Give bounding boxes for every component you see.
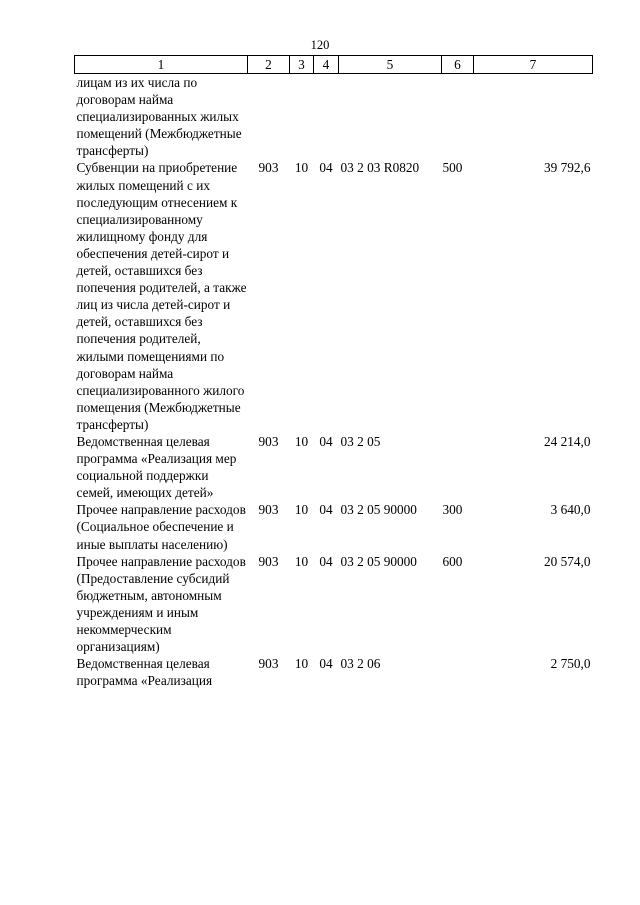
header-col-5: 5 [339, 56, 442, 74]
row-name: Прочее направление расходов (Социальное обеспечение и иные выплаты населению) [76, 502, 246, 552]
header-col-6: 6 [442, 56, 474, 74]
row-amount: 39 792,6 [543, 160, 591, 176]
table-row [75, 501, 593, 552]
row-pr: 04 [319, 160, 333, 176]
row-gr: 903 [258, 553, 279, 569]
table-row [75, 159, 593, 433]
row-rz [290, 74, 314, 160]
row-amount: 2 750,0 [550, 656, 591, 672]
row-pr [314, 74, 339, 160]
row-name: Прочее направление расходов (Предоставление субсидий бюджетным, автономным учреждениям и иным некоммерческим организациям) [76, 553, 246, 655]
header-row [75, 56, 593, 74]
row-vr [442, 433, 474, 501]
page-number: 120 [310, 38, 330, 52]
row-name: Ведомственная целевая программа «Реализация мер социальной поддержки семей, имеющих детей» [76, 433, 237, 501]
row-csr: 03 2 06 [340, 656, 381, 672]
row-csr: 03 2 05 90000 [340, 502, 417, 518]
header-col-3: 3 [290, 56, 314, 74]
table-body [75, 74, 593, 690]
row-vr [442, 655, 474, 689]
row-name: лицам из их числа по договорам найма специализированных жилых помещений (Межбюджетные трансферты) [76, 75, 242, 159]
row-gr: 903 [258, 502, 279, 518]
row-csr: 03 2 05 [340, 433, 381, 449]
row-pr: 04 [319, 433, 333, 449]
row-pr: 04 [319, 656, 333, 672]
row-csr: 03 2 05 90000 [340, 553, 417, 569]
row-name: Субвенции на приобретение жилых помещений с их последующим отнесением к специализированному жилищному фонду для обеспечения детей-сирот и детей, оставшихся без попечения родителей, а также лиц из числа детей-сирот и детей, оставшихся без попечения родителей, жилыми помещениями по договорам найма специализированного жилого помещения (Межбюджетные трансферты) [76, 160, 247, 432]
row-rz: 10 [294, 502, 309, 518]
table-header [75, 56, 593, 74]
header-col-1: 1 [75, 56, 248, 74]
row-vr: 500 [442, 160, 463, 176]
row-rz: 10 [294, 553, 309, 569]
row-gr [248, 74, 290, 160]
row-amount: 20 574,0 [543, 553, 591, 569]
row-pr: 04 [319, 502, 333, 518]
table-row [75, 74, 593, 160]
row-pr: 04 [319, 553, 333, 569]
table-row [75, 655, 593, 689]
row-name: Ведомственная целевая программа «Реализация [76, 656, 213, 689]
row-amount [474, 74, 593, 160]
row-vr: 300 [442, 502, 463, 518]
row-csr [339, 74, 442, 160]
header-col-7: 7 [474, 56, 593, 74]
row-amount: 24 214,0 [543, 433, 591, 449]
row-amount: 3 640,0 [550, 502, 591, 518]
row-gr: 903 [258, 656, 279, 672]
row-rz: 10 [294, 160, 309, 176]
row-csr: 03 2 03 R0820 [340, 160, 420, 176]
row-vr: 600 [442, 553, 463, 569]
row-vr [442, 74, 474, 160]
row-gr: 903 [258, 160, 279, 176]
table-row [75, 433, 593, 501]
row-gr: 903 [258, 433, 279, 449]
row-rz: 10 [294, 433, 309, 449]
header-col-4: 4 [314, 56, 339, 74]
budget-table [74, 55, 593, 689]
table-row [75, 553, 593, 656]
row-rz: 10 [294, 656, 309, 672]
header-col-2: 2 [248, 56, 290, 74]
